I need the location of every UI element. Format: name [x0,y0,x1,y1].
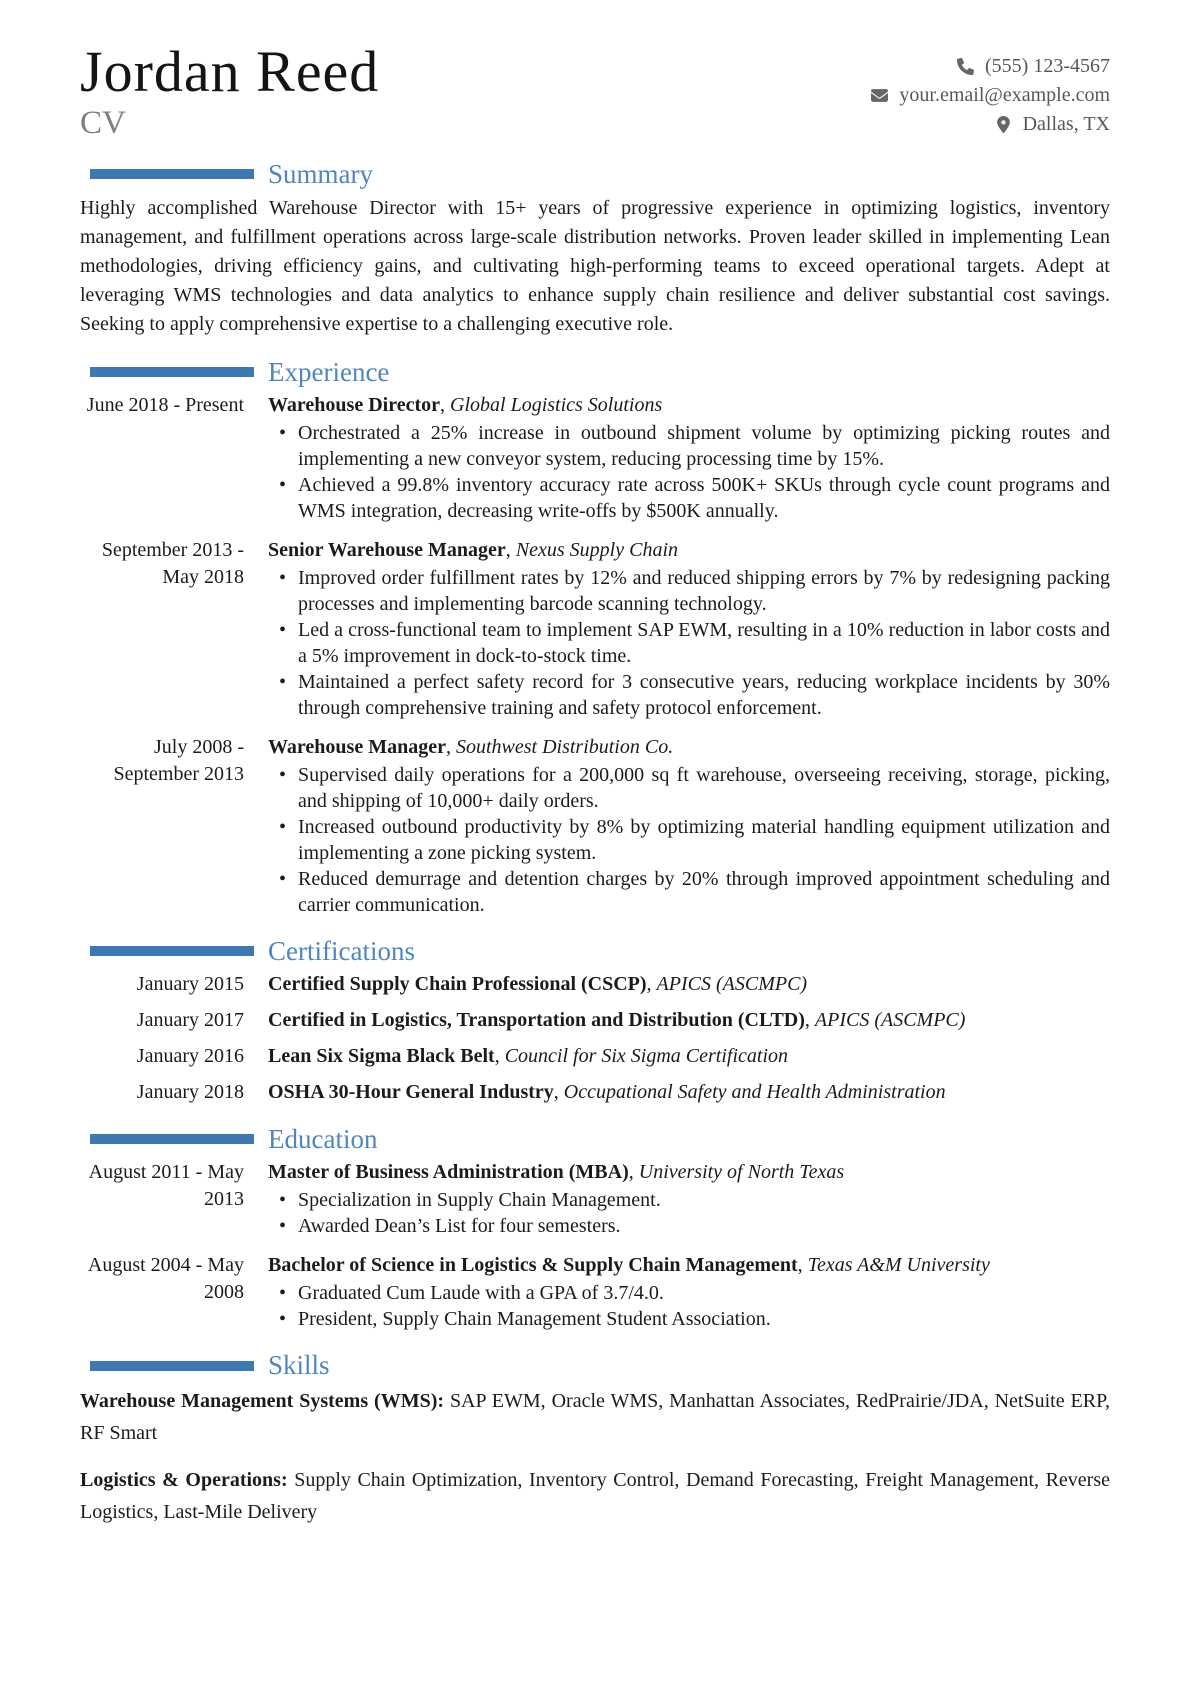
bullet-list [268,1280,1110,1332]
person-name: Jordan Reed [80,39,380,104]
education-header [80,1124,1110,1155]
header [80,39,1110,142]
entry-body [268,1043,1110,1070]
separator: , [505,538,511,561]
entry-body [268,1252,1110,1332]
entry-date: January 2018 [136,1080,244,1103]
entry-body [268,1007,1110,1034]
school-name: University of North Texas [638,1160,845,1183]
entry-dates: August 2004 - May 2008 [87,1253,244,1303]
entry-date: January 2017 [136,1008,244,1031]
entry-date: January 2015 [136,972,244,995]
entry-body [268,734,1110,918]
job-role: Senior Warehouse Manager [268,538,506,561]
skill-group [80,1464,1110,1528]
separator: , [797,1253,803,1276]
certification-issuer: APICS (ASCMPC) [656,972,808,995]
separator: , [494,1044,500,1067]
bullet-item: • Increased outbound productivity by 8% by optimizing material handling equipment utilization and implementing a zone picking system. [298,814,1110,866]
bullet-item: • Graduated Cum Laude with a GPA of 3.7/4.0. [298,1280,1110,1306]
entry-date: January 2016 [136,1044,244,1067]
contact-phone [871,52,1110,81]
bullet-item: • Reduced demurrage and detention charges by 20% through improved appointment scheduling and carrier communication. [298,866,1110,918]
skills-title: Skills [268,1349,330,1380]
school-name: Texas A&M University [807,1253,990,1276]
entry-title [268,1159,1110,1186]
separator: , [804,1008,810,1031]
bullet-item: • Improved order fulfillment rates by 12% and reduced shipping errors by 7% by redesigning packing processes and implementing barcode scanning technology. [298,565,1110,617]
education-title: Education [268,1123,378,1154]
company-name: Southwest Distribution Co. [455,735,674,758]
bullet-item: • Led a cross-functional team to implement SAP EWM, resulting in a 10% reduction in labor costs and a 5% improvement in dock-to-stock time. [298,617,1110,669]
section-rule-bar [90,1361,254,1371]
separator: , [445,735,451,758]
envelope-icon [871,87,888,104]
section-certifications [80,936,1110,1106]
bullet-item: • President, Supply Chain Management Student Association. [298,1306,1110,1332]
entry-body [268,537,1110,721]
certifications-title: Certifications [268,935,415,966]
entry-title [268,1252,1110,1279]
entry-dates: August 2011 - May 2013 [88,1160,244,1210]
certification-issuer: APICS (ASCMPC) [814,1008,966,1031]
bullet-item: • Achieved a 99.8% inventory accuracy rate across 500K+ SKUs through cycle count programs and WMS integration, decreasing write-offs by $500K annually. [298,472,1110,524]
section-summary [80,159,1110,339]
skill-group [80,1385,1110,1449]
contact-location [871,110,1110,139]
section-education [80,1124,1110,1332]
bullet-item: • Orchestrated a 25% increase in outbound shipment volume by optimizing picking routes and implementing a new conveyor system, reducing processing time by 15%. [298,420,1110,472]
section-rule-bar [90,946,254,956]
entry-body [268,1159,1110,1239]
certification-entry [80,971,1110,998]
education-entry [80,1159,1110,1239]
contact-email [871,81,1110,110]
bullet-item: • Supervised daily operations for a 200,000 sq ft warehouse, overseeing receiving, storage, picking, and shipping of 10,000+ daily orders. [298,762,1110,814]
entry-title [268,392,1110,419]
section-rule-bar [90,367,254,377]
certification-issuer: Occupational Safety and Health Administration [563,1080,946,1103]
experience-entry [80,734,1110,918]
skills-header [80,1350,1110,1381]
experience-header [80,357,1110,388]
certification-name: OSHA 30-Hour General Industry [268,1080,554,1103]
bullet-list [268,1187,1110,1239]
certification-name: Certified Supply Chain Professional (CSCP) [268,972,647,995]
job-role: Warehouse Manager [268,735,446,758]
skill-group-label: Warehouse Management Systems (WMS): [80,1390,445,1413]
separator: , [646,972,652,995]
document-subtitle: CV [80,105,126,142]
skill-group-items: Supply Chain Optimization, Inventory Control, Demand Forecasting, Freight Management, Reverse Logistics, Last-Mile Delivery [80,1469,1111,1524]
certification-issuer: Council for Six Sigma Certification [504,1044,789,1067]
section-skills [80,1350,1110,1528]
certifications-header [80,936,1110,967]
summary-title: Summary [268,158,373,189]
certification-entry [80,1043,1110,1070]
bullet-item: • Maintained a perfect safety record for 3 consecutive years, reducing workplace incidents by 30% through comprehensive training and safety protocol enforcement. [298,669,1110,721]
section-rule-bar [90,169,254,179]
bullet-list [268,565,1110,721]
job-role: Warehouse Director [268,393,441,416]
certification-entry [80,1007,1110,1034]
company-name: Nexus Supply Chain [515,538,679,561]
location-text: Dallas, TX [1022,113,1110,135]
entry-title [268,734,1110,761]
certification-name: Lean Six Sigma Black Belt [268,1044,495,1067]
section-rule-bar [90,1134,254,1144]
summary-header [80,159,1110,190]
bullet-item: • Awarded Dean’s List for four semesters. [298,1213,1110,1239]
separator: , [440,393,446,416]
bullet-item: • Specialization in Supply Chain Management. [298,1187,1110,1213]
phone-icon [957,58,974,75]
separator: , [553,1080,559,1103]
degree-name: Master of Business Administration (MBA) [268,1160,629,1183]
section-experience [80,357,1110,918]
location-pin-icon [995,116,1012,133]
bullet-list [268,762,1110,918]
entry-body [268,1079,1110,1106]
entry-body [268,971,1110,998]
skill-group-label: Logistics & Operations: [80,1469,288,1492]
separator: , [628,1160,634,1183]
experience-entry [80,392,1110,524]
identity-block [80,39,380,142]
company-name: Global Logistics Solutions [450,393,663,416]
contact-block [871,52,1110,139]
summary-text: Highly accomplished Warehouse Director with 15+ years of progressive experience in optimizing logistics, inventory management, and fulfillment operations across large-scale distribution networks. Proven leader skilled in implementing Lean methodologies, driving efficiency gains, and cultivating high-performing teams to exceed operational targets. Adept at leveraging WMS technologies and data analytics to enhance supply chain resilience and deliver substantial cost savings. Seeking to apply comprehensive expertise to a challenging executive role. [80,196,1110,335]
email-address: your.email@example.com [899,84,1110,106]
experience-title: Experience [268,356,390,387]
entry-body [268,392,1110,524]
entry-title [268,537,1110,564]
entry-dates: September 2013 - May 2018 [101,538,244,588]
bullet-list [268,420,1110,524]
education-entry [80,1252,1110,1332]
degree-name: Bachelor of Science in Logistics & Supply Chain Management [268,1253,798,1276]
entry-dates: July 2008 - September 2013 [113,735,244,785]
certification-entry [80,1079,1110,1106]
entry-dates: June 2018 - Present [86,393,244,416]
phone-number: (555) 123-4567 [985,55,1110,77]
skill-group-items: SAP EWM, Oracle WMS, Manhattan Associates, RedPrairie/JDA, NetSuite ERP, RF Smart [80,1390,1110,1445]
certification-name: Certified in Logistics, Transportation and Distribution (CLTD) [268,1008,805,1031]
experience-entry [80,537,1110,721]
